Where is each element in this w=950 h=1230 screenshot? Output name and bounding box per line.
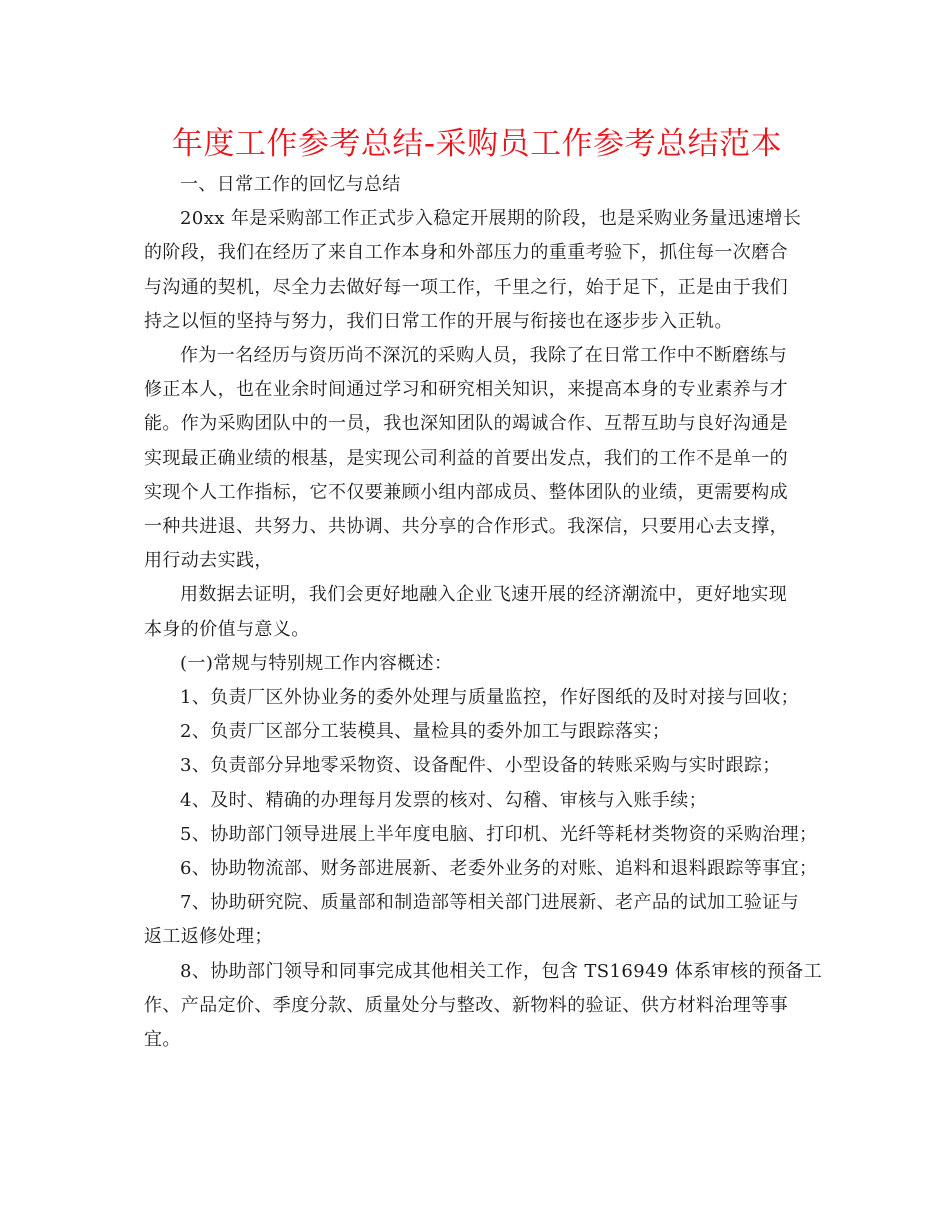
- text-line: 4、及时、精确的办理每月发票的核对、勾稽、审核与入账手续；: [180, 789, 708, 811]
- text-line: 宜。: [144, 1029, 181, 1051]
- text-line: 作、产品定价、季度分款、质量处分与整改、新物料的验证、供方材料治理等事: [144, 994, 788, 1016]
- text-line: 返工返修处理；: [144, 926, 273, 948]
- text-line: 能。作为采购团队中的一员，我也深知团队的竭诚合作、互帮互助与良好沟通是: [144, 413, 788, 435]
- text-line: 持之以恒的坚持与努力，我们日常工作的开展与衔接也在逐步步入正轨。: [144, 310, 733, 332]
- document-body: [144, 168, 823, 1057]
- text-line: 本身的价值与意义。: [144, 618, 310, 640]
- text-line: 5、协助部门领导进展上半年度电脑、打印机、光纤等耗材类物资的采购治理；: [180, 823, 818, 845]
- text-line: 6、协助物流部、财务部进展新、老委外业务的对账、追料和退料跟踪等事宜；: [180, 858, 818, 880]
- text-line: 7、协助研究院、质量部和制造部等相关部门进展新、老产品的试加工验证与: [180, 892, 800, 914]
- text-line: 用行动去实践，: [144, 550, 273, 572]
- text-line: 20xx 年是采购部工作正式步入稳定开展期的阶段，也是采购业务量迅速增长: [180, 208, 802, 230]
- text-line: 作为一名经历与资历尚不深沉的采购人员，我除了在日常工作中不断磨练与: [180, 345, 788, 367]
- text-line: 一种共进退、共努力、共协调、共分享的合作形式。我深信，只要用心去支撑，: [144, 516, 788, 538]
- text-line: 实现个人工作指标，它不仅要兼顾小组内部成员、整体团队的业绩，更需要构成: [144, 481, 788, 503]
- text-line: 8、协助部门领导和同事完成其他相关工作，包含 TS16949 体系审核的预备工: [180, 960, 823, 982]
- text-line: 一、日常工作的回忆与总结: [180, 174, 401, 195]
- text-line: 用数据去证明，我们会更好地融入企业飞速开展的经济潮流中，更好地实现: [180, 584, 788, 606]
- text-line: 的阶段，我们在经历了来自工作本身和外部压力的重重考验下，抓住每一次磨合: [144, 242, 788, 264]
- text-line: 修正本人，也在业余时间通过学习和研究相关知识，来提高本身的专业素养与才: [144, 379, 788, 401]
- text-line: 实现最正确业绩的根基，是实现公司利益的首要出发点，我们的工作不是单一的: [144, 447, 788, 469]
- text-line: 1、负责厂区外协业务的委外处理与质量监控，作好图纸的及时对接与回收；: [180, 687, 800, 709]
- text-line: 2、负责厂区部分工装模具、量检具的委外加工与跟踪落实；: [180, 721, 671, 743]
- document-title: 年度工作参考总结-采购员工作参考总结范本: [171, 126, 783, 162]
- text-line: 3、负责部分异地零采物资、设备配件、小型设备的转账采购与实时跟踪；: [180, 755, 781, 777]
- text-line: (一)常规与特别规工作内容概述：: [180, 652, 453, 674]
- text-line: 与沟通的契机，尽全力去做好每一项工作，千里之行，始于足下，正是由于我们: [144, 276, 788, 298]
